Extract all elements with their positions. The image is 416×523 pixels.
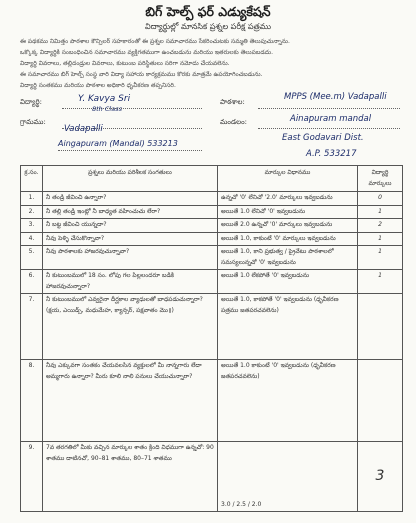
row-marking: అయితే 1.0, కాని ప్రభుత్వ / ప్రైవేటు పాఠశాలలో సమస్యలున్నచో '0' ఇవ్వబడును [218,246,358,270]
row-question: నీవు ఎక్కువగా సంతకం చేయవలసిన వ్యక్తులలో మీ నాన్నగారు లేదా అమ్మగారు ఉన్నారా? మీరు కూలి నాలి పనులు చేయుచున్నారా? [43,360,218,442]
mandal-label: మండలం: [220,118,248,126]
table-row [21,232,403,246]
school-label: పాఠశాల: [220,98,245,106]
mandal-underline [258,128,400,129]
mandal-handwritten: Aingapuram (Mandal) 533213 [58,139,178,148]
intro-line: ఈ పథకము నిమిత్తం పాఠశాల కౌన్సిలర్ సహకారంతో ఈ ప్రశ్నల సమాచారము సేకరించుటకు సమ్మతి తెలుపుచున్నాను. [20,38,290,45]
intro-line: విద్యార్థి సంతకము మరియు పాఠశాల అధికారి ధృవీకరణ తప్పనిసరి. [20,82,176,89]
table-row [21,360,403,442]
village-value: Vadapalli [64,124,103,134]
row-marking: అయితే 1.0 లేనిచో '0' ఇవ్వబడును [218,205,358,219]
intro-line: ఒక్కొక్క విద్యార్థికి సంబంధించిన సమాచారము వ్యక్తిగతముగా ఉంచబడును మరియు ఇతరులకు తెలుపబడదు. [20,49,274,56]
row-number: 1. [21,192,43,206]
row-question: నీ బట్ట జీవించి యున్నదా? [43,219,218,233]
pin-value: A.P. 533217 [306,149,357,159]
table-row [21,205,403,219]
student-name-value: Y. Kavya Sri [78,94,131,104]
row-score [358,360,403,442]
table-row [21,294,403,360]
row-score: 1 [358,270,403,294]
table-row [21,219,403,233]
row-score: 1 [358,246,403,270]
row-marking: 3.0 / 2.5 / 2.0 [218,442,358,512]
school-value: MPPS (Mee.m) Vadapalli [284,92,387,102]
row-number: 5. [21,246,43,270]
row-question: 7వ తరగతిలో మీకు వచ్చిన మార్కుల శాతం క్రింది విధముగా ఉన్నచో: 90 శాతము దాటినచో, 90–81 శాతము, 80–71 శాతము [43,442,218,512]
row-number: 7. [21,294,43,360]
mandal-handwritten-underline [58,150,202,151]
row-score: 2 [358,219,403,233]
header-serial: క్ర.సం. [21,166,43,192]
row-question: నీ తల్లి తండ్రి ఇంట్లో నీ బాధ్యత వహించుచు లేరా? [43,205,218,219]
row-number: 6. [21,270,43,294]
student-underline [62,108,202,109]
table-row [21,192,403,206]
header-student-marks: విద్యార్థి మార్కులు [358,166,403,192]
table-row [21,270,403,294]
row-number: 3. [21,219,43,233]
row-number: 4. [21,232,43,246]
row-marking: అయితే 2.0 ఉన్నచో '0' మార్కులు ఇవ్వబడును [218,219,358,233]
row-score [358,294,403,360]
form-title: బిగ్ హెల్ప్ ఫర్ ఎడ్యుకేషన్ [145,4,271,19]
row-question: నీవు పాఠశాలకు హాజరవుచున్నావా? [43,246,218,270]
student-label: విద్యార్థి: [20,98,42,106]
row-number: 9. [21,442,43,512]
row-marking: అయితే 1.0 కాకుంటే '0' ఇవ్వబడును (ధృవీకరణ జతపరచవలెను) [218,360,358,442]
table-row [21,246,403,270]
header-marking: మార్కుల విధానము [218,166,358,192]
row-marking: అయితే 1.0, కాకపోతే '0' ఇవ్వబడును (ధృవీకరణ పత్రము జతపరచవలెను) [218,294,358,360]
row-score: 0 [358,192,403,206]
form-subtitle: విద్యార్థుల్లో మానసిక ప్రశ్నల పరీక్ష పత్రము [145,22,271,31]
row-score: 1 [358,205,403,219]
intro-paragraph [20,36,400,91]
row-marking: అయితే 1.0, కాకుంటే '0' మార్కులు ఇవ్వబడును [218,232,358,246]
school-underline [258,108,400,109]
mandal-value: Ainapuram mandal [290,114,372,124]
row-number: 8. [21,360,43,442]
header-question: ప్రశ్నలు మరియు పరిశీలక సంగతులు [43,166,218,192]
intro-line: విద్యార్థి వివరాలు, తల్లిదండ్రుల వివరాలు, కుటుంబ పరిస్థితులు సరిగా నమోదు చేయవలెను. [20,60,230,67]
row-question: నీ కుటుంబములో 18 సం. లోపు గల పిల్లలందరూ బడికి హాజరవుచున్నారా? [43,270,218,294]
table-header-row [21,166,403,192]
student-class-value: 8th Class [92,105,122,113]
district-value: East Godavari Dist. [282,133,364,143]
table-row [21,442,403,512]
row-score: 1 [358,232,403,246]
intro-line: ఈ సమాచారము బిగ్ హెల్ప్ సంస్థ వారి విద్యా సహాయ కార్యక్రమము కొరకు మాత్రమే ఉపయోగించబడును. [20,71,263,78]
row-number: 2. [21,205,43,219]
row-question: నీవు పెళ్ళి చేసుకొన్నావా? [43,232,218,246]
assessment-table [20,165,403,512]
row-question: నీ కుటుంబములో ఎవ్వరైనా దీర్ఘకాల వ్యాధులతో బాధపడుచున్నారా? (క్షయ, ఎయిడ్స్, మధుమేహ, క్యాన్సర్, పక్షవాతం మొ॥) [43,294,218,360]
row-marking: అయితే 1.0 లేకపోతే '0' ఇవ్వబడును [218,270,358,294]
village-label: గ్రామము: [20,118,46,126]
row-question: నీ తండ్రి జీవించి ఉన్నారా? [43,192,218,206]
row-marking: ఉన్నచో '0' లేనిచో '2.0' మార్కులు ఇవ్వబడును [218,192,358,206]
row-score: 3 [358,442,403,512]
